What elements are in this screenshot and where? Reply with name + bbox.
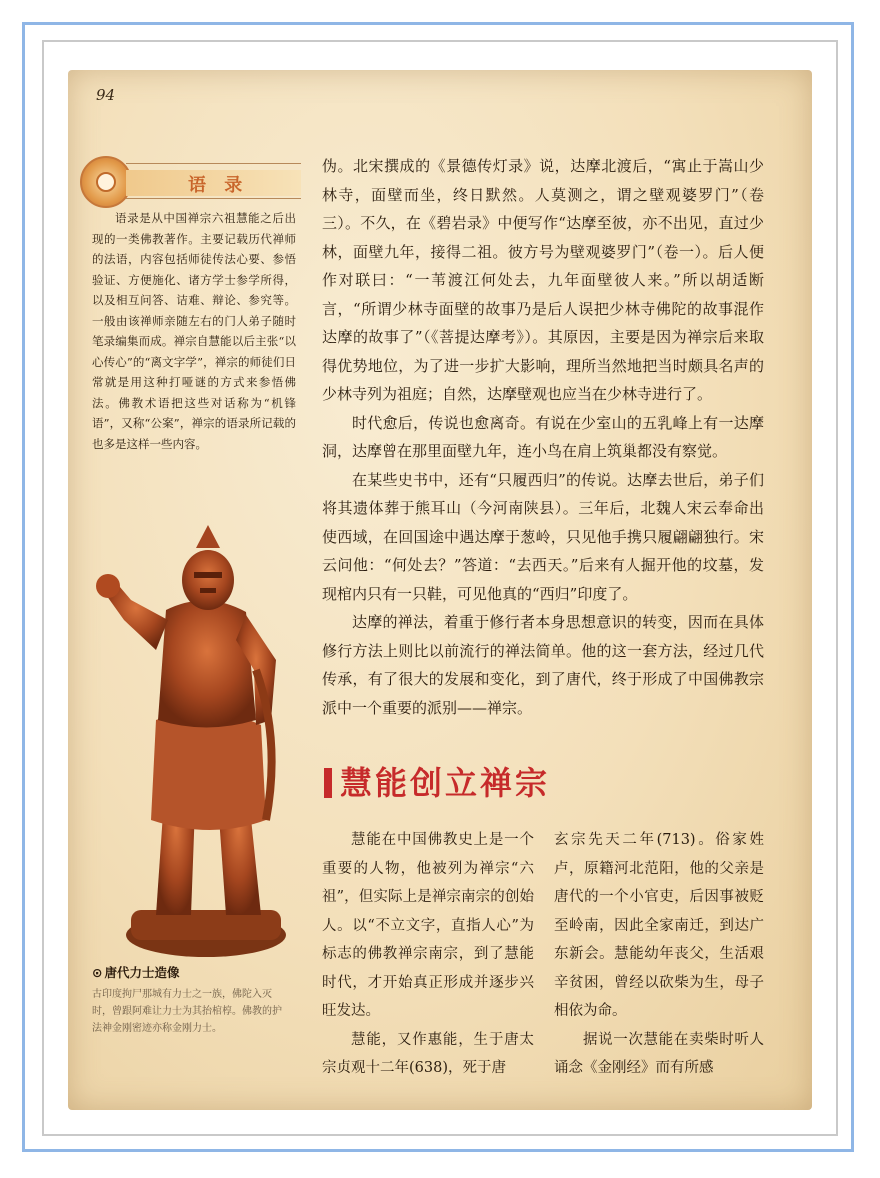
paragraph: 慧能在中国佛教史上是一个重要的人物，他被列为禅宗“六祖”，但实际上是禅宗南宗的创始人。以“不立文字，直指人心”为标志的佛教禅宗南宗，到了慧能时代，才开始真正形成并逐步兴旺发达。 <box>322 832 534 1019</box>
paragraph: 伪。北宋撰成的《景德传灯录》说，达摩北渡后，“寓止于嵩山少林寺，面壁而坐，终日默然。人莫测之，谓之壁观婆罗门”（卷三）。不久，在《碧岩录》中便写作“达摩至彼，亦不出见，直过少林，面壁九年，接得二祖。彼方号为壁观婆罗门”（卷一）。后人便作对联曰：“一苇渡江何处去，九年面壁彼人来。”所以胡适断言，“所谓少林寺面壁的故事乃是后人误把少林寺佛陀的故事混作达摩的故事了”（《菩提达摩考》）。其原因，主要是因为禅宗后来取得优势地位，为了进一步扩大影响，理所当然地把当时颇具名声的少林寺列为祖庭；自然，达摩壁观也应当在少林寺进行了。 <box>322 157 764 403</box>
paragraph: 慧能，又作惠能，生于唐太宗贞观十二年(638)，死于唐 <box>322 1031 534 1076</box>
book-page <box>68 70 812 1110</box>
heading-marker <box>324 768 332 798</box>
section-heading <box>324 758 550 804</box>
caption-title-text: 唐代力士造像 <box>104 965 180 980</box>
divider <box>126 198 301 199</box>
quote-box-text: 语录是从中国禅宗六祖慧能之后出现的一类佛教著作。主要记载历代禅师的法语，内容包括师徒传法心要、参悟验证、方便施化、诸方学士参学所得，以及相互问答、诘难、辩论、参究等。一般由该禅师亲随左右的门人弟子随时笔录编集而成。禅宗自慧能以后主张“以心传心”的“离文字学”，禅宗的师徒们日常就是用这种打哑谜的方式来参悟佛法。佛教术语把这些对话称为“机锋语”，又称“公案”，禅宗的语录所记载的也多是这样一些内容。 <box>92 211 296 451</box>
divider <box>126 163 301 164</box>
guardian-statue-image <box>96 520 296 960</box>
figure-caption-text: 古印度拘尸那城有力士之一族，佛陀入灭时，曾跟阿难让力士为其抬棺椁。佛教的护法神金刚密迹亦称金刚力士。 <box>92 989 282 1034</box>
figure-caption-title <box>92 963 180 981</box>
text-column-right <box>554 826 764 1083</box>
paragraph: 达摩的禅法，着重于修行者本身思想意识的转变，因而在具体修行方法上则比以前流行的禅法简单。他的这一套方法，经过几代传承，有了很大的发展和变化，到了唐代，终于形成了中国佛教宗派中一个重要的派别——禅宗。 <box>322 613 764 717</box>
paragraph: 据说一次慧能在卖柴时听人诵念《金刚经》而有所感 <box>554 1031 764 1076</box>
paragraph: 在某些史书中，还有“只履西归”的传说。达摩去世后，弟子们将其遗体葬于熊耳山（今河南陕县）。三年后，北魏人宋云奉命出使西域，在回国途中遇达摩于葱岭，只见他手携只履翩翩独行。宋云问他：“何处去？”答道：“去西天。”后来有人掘开他的坟墓，发现棺内只有一只鞋，可见他真的“西归”印度了。 <box>322 470 764 603</box>
paragraph: 时代愈后，传说也愈离奇。有说在少室山的五乳峰上有一达摩洞，达摩曾在那里面壁九年，连小鸟在肩上筑巢都没有察觉。 <box>322 413 764 460</box>
section-heading-text: 慧能创立禅宗 <box>340 764 551 802</box>
text-column-left <box>322 826 534 1083</box>
page-number: 94 <box>96 86 116 104</box>
bullet-circle-icon: ⊙ <box>92 965 103 980</box>
rosette-icon <box>80 156 132 208</box>
main-text-column <box>322 152 764 722</box>
quote-box-title: 语 录 <box>188 175 249 196</box>
paragraph: 玄宗先天二年(713)。俗家姓卢，原籍河北范阳，他的父亲是唐代的一个小官吏，后因事被贬至岭南，因此全家南迁，到达广东新会。慧能幼年丧父，生活艰辛贫困，曾经以砍柴为生，母子相依为命。 <box>554 832 764 1019</box>
